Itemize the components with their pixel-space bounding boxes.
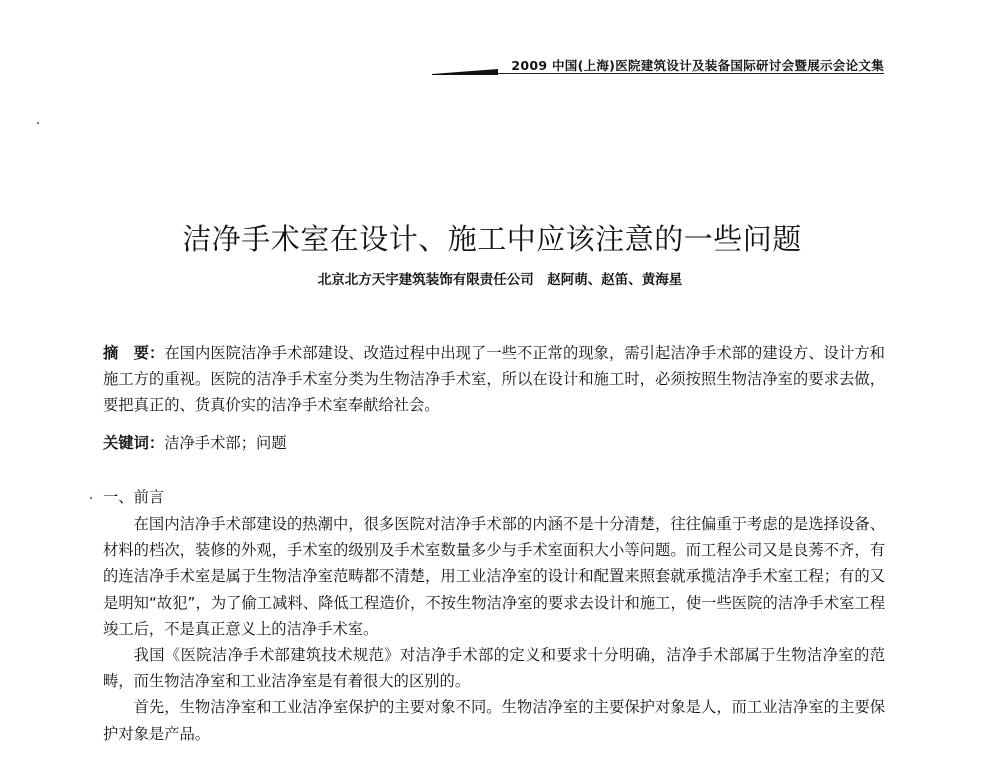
abstract-label: 摘 要：	[103, 344, 165, 362]
abstract-text: 在国内医院洁净手术部建设、改造过程中出现了一些不正常的现象，需引起洁净手术部的建设方、设计方和施工方的重视。医院的洁净手术室分类为生物洁净手术室，所以在设计和施工时，必须按照生物洁净室的要求去做，要把真正的、货真价实的洁净手术室奉献给社会。	[103, 344, 885, 414]
abstract	[103, 340, 885, 418]
body-paragraph: 在国内洁净手术部建设的热潮中，很多医院对洁净手术部的内涵不是十分清楚，往往偏重于考虑的是选择设备、材料的档次，装修的外观，手术室的级别及手术室数量多少与手术室面积大小等问题。而工程公司又是良莠不齐，有的连洁净手术室是属于生物洁净室范畴都不清楚，用工业洁净室的设计和配置来照套就承揽洁净手术室工程；有的又是明知“故犯”，为了偷工减料、降低工程造价，不按生物洁净室的要求去设计和施工，使一些医院的洁净手术室工程竣工后，不是真正意义上的洁净手术室。	[103, 515, 885, 638]
section-heading-introduction: 一、前言	[103, 488, 165, 506]
keywords	[103, 430, 885, 456]
body-paragraph: 首先，生物洁净室和工业洁净室保护的主要对象不同。生物洁净室的主要保护对象是人，而工业洁净室的主要保护对象是产品。	[103, 698, 885, 743]
scan-speck	[37, 122, 39, 124]
author-affiliation: 北京北方天宇建筑装饰有限责任公司 赵阿萌、赵笛、黄海星	[317, 272, 683, 288]
scan-speck	[90, 497, 92, 499]
conference-title: 2009 中国(上海)医院建筑设计及装备国际研讨会暨展示会论文集	[511, 58, 884, 73]
introduction-body	[103, 511, 885, 747]
article-title: 洁净手术室在设计、施工中应该注意的一些问题	[182, 222, 802, 257]
running-header	[0, 56, 884, 74]
body-paragraph: 我国《医院洁净手术部建筑技术规范》对洁净手术部的定义和要求十分明确，洁净手术部属于生物洁净室的范畴，而生物洁净室和工业洁净室是有着很大的区别的。	[103, 646, 885, 691]
keywords-label: 关键词：	[103, 434, 165, 452]
header-wedge-ornament	[432, 69, 498, 75]
keywords-text: 洁净手术部；问题	[164, 434, 287, 452]
